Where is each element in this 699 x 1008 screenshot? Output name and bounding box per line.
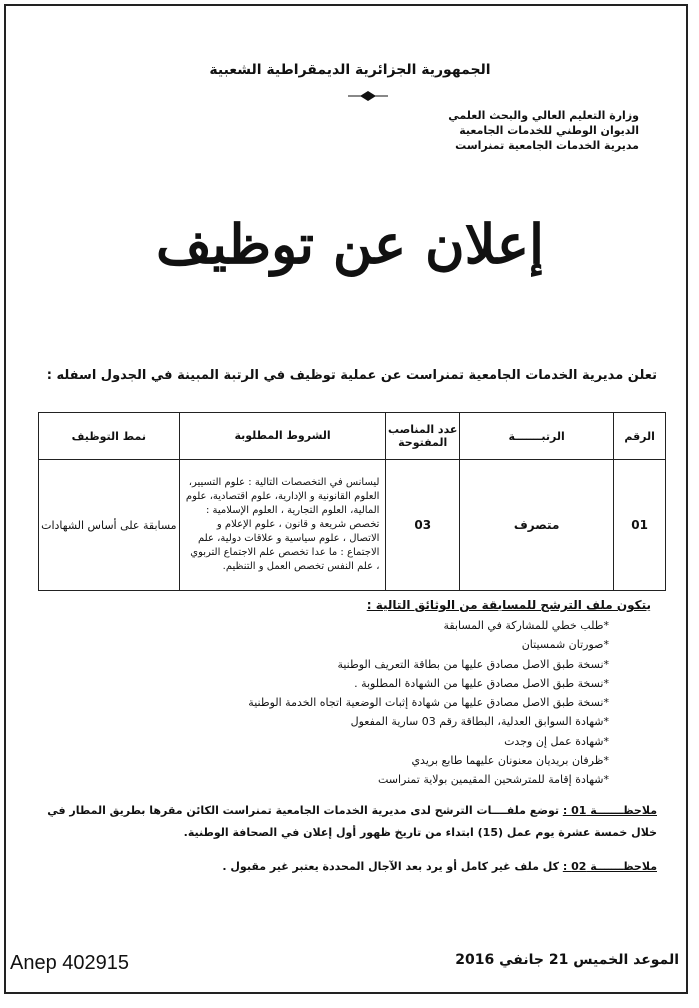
- header-count: عدد المناصب المفتوحة: [386, 413, 460, 460]
- ornament-icon: [348, 88, 388, 104]
- documents-list: [209, 616, 609, 790]
- documents-title: يتكون ملف الترشح للمسابقة من الوثائق التالية :: [366, 598, 651, 612]
- ministry-name: وزارة التعليم العالي والبحث العلمي: [448, 109, 639, 122]
- republic-header: الجمهورية الجزائرية الديمقراطية الشعبية: [209, 62, 491, 78]
- footer-date: الموعد الخميس 21 جانفي 2016: [455, 952, 679, 968]
- header-conditions: الشروط المطلوبة: [179, 413, 386, 460]
- header-mode: نمط التوظيف: [39, 413, 180, 460]
- header-grade: الرتبـــــــة: [459, 413, 613, 460]
- note-2: [37, 856, 657, 878]
- note-2-label: ملاحظـــــــة 02 :: [562, 860, 657, 873]
- note-1-text: توضع ملفــــات الترشح لدى مديرية الخدمات الجامعية تمنراست الكائن مقرها بطريق المطار في خلال خمسة عشرة يوم عمل (15) ابتداء من تاريخ ظهور أول إعلان في الصحافة الوطنية.: [47, 804, 657, 839]
- footer-code: Anep 402915: [10, 952, 130, 974]
- intro-text: تعلن مديرية الخدمات الجامعية تمنراست عن عملية توظيف في الرتبة المبينة في الجدول اسفله :: [46, 368, 657, 383]
- office-name: الديوان الوطني للخدمات الجامعية: [459, 124, 639, 137]
- list-item: *نسخة طبق الاصل مصادق عليها من بطاقة التعريف الوطنية: [337, 657, 609, 671]
- table-row: [39, 460, 666, 591]
- cell-mode: مسابقة على أساس الشهادات: [39, 460, 180, 591]
- table-header-row: [39, 413, 666, 460]
- list-item: *شهادة إقامة للمترشحين المقيمين بولاية تمنراست: [377, 773, 609, 787]
- note-1: [37, 800, 657, 844]
- list-item: *نسخة طبق الاصل مصادق عليها من الشهادة المطلوبة .: [354, 676, 609, 690]
- ministry-block: [339, 108, 639, 153]
- list-item: *شهادة السوابق العدلية، البطاقة رقم 03 سارية المفعول: [350, 715, 609, 729]
- list-item: *شهادة عمل إن وجدت: [504, 734, 609, 748]
- note-2-text: كل ملف غير كامل أو يرد بعد الآجال المحددة يعتبر غير مقبول .: [222, 860, 559, 873]
- list-item: *صورتان شمسيتان: [521, 638, 609, 652]
- posts-table: [38, 412, 666, 591]
- list-item: *نسخة طبق الاصل مصادق عليها من شهادة إثبات الوضعية اتجاه الخدمة الوطنية: [248, 696, 609, 710]
- announcement-title: إعلان عن توظيف: [155, 212, 545, 276]
- note-1-label: ملاحظـــــــة 01 :: [562, 804, 657, 817]
- directorate-name: مديرية الخدمات الجامعية تمنراست: [455, 139, 639, 152]
- cell-count: 03: [386, 460, 460, 591]
- list-item: *ظرفان بريديان معنونان عليهما طابع بريدي: [411, 754, 609, 768]
- cell-conditions: ليسانس في التخصصات التالية : علوم التسيير، العلوم القانونية و الإدارية، علوم اقتصادية، علوم المالية، العلوم التجارية ، العلوم الإسلامية : تخصص شريعة و قانون ، علوم الإعلام و الاتصال ، علوم سياسية و علاقات دولية، علم الاجتماع : ما عدا تخصص علم الاجتماع التربوي ، علم النفس تخصص العمل و التنظيم.: [179, 460, 386, 591]
- list-item: *طلب خطي للمشاركة في المسابقة: [443, 619, 609, 632]
- header-num: الرقم: [614, 413, 666, 460]
- cell-num: 01: [614, 460, 666, 591]
- cell-grade: متصرف: [459, 460, 613, 591]
